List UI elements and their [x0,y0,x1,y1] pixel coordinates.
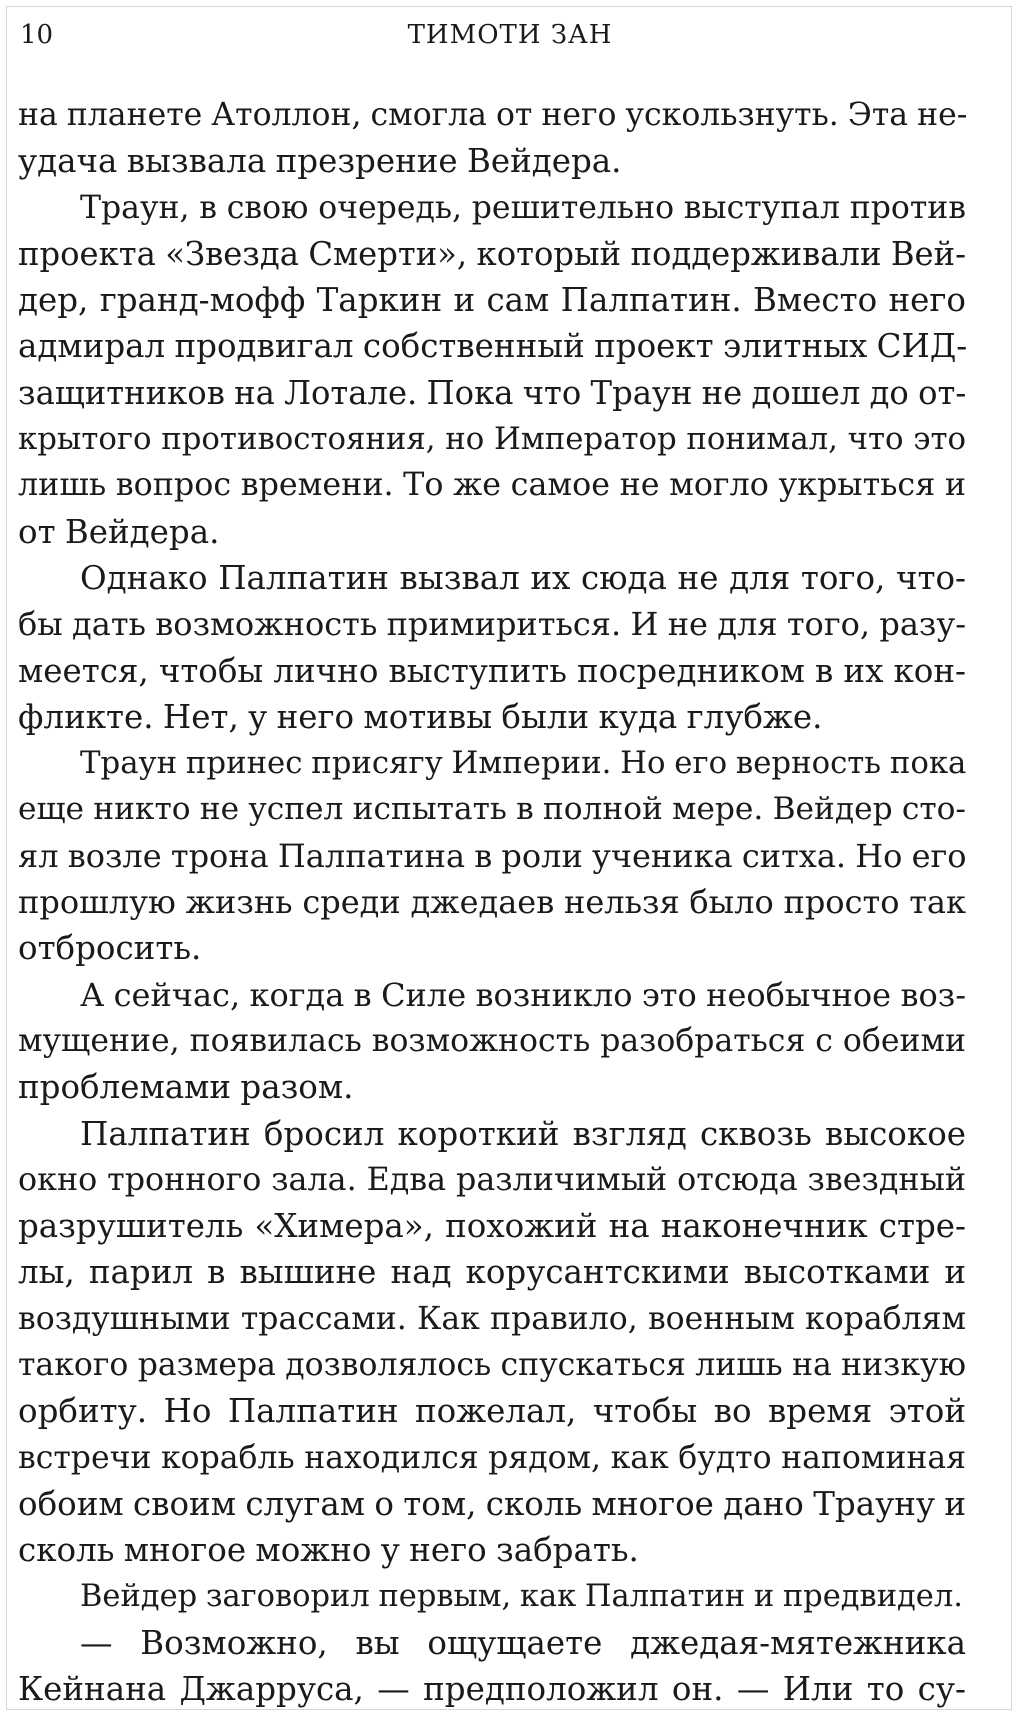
text-line: Вейдер заговорил первым, как Палпатин и предвидел. [80,1578,963,1614]
text-line: Траун принес присягу Империи. Но его верность пока [80,745,967,782]
text-line: разрушитель «Химера», похожий на наконечник стре- [18,1207,966,1246]
text-line: удача вызвала презрение Вейдера. [18,142,622,181]
text-line: сколь многое можно у него забрать. [18,1531,639,1570]
text-line: крытого противостояния, но Император понимал, что это [18,421,966,458]
text-line: Палпатин бросил короткий взгляд сквозь высокое [80,1114,966,1153]
text-line: дер, гранд-мофф Таркин и сам Палпатин. Вместо него [18,281,966,320]
text-line: еще никто не успел испытать в полной мере. Вейдер сто- [18,791,966,828]
text-line: на планете Атоллон, смогла от него ускользнуть. Эта не- [18,97,968,133]
text-line: Однако Палпатин вызвал их сюда не для того, что- [80,558,966,597]
text-line: Кейнана Джарруса, — предположил он. — Или то су- [18,1670,966,1709]
text-line: Траун, в свою очередь, решительно выступал против [80,189,966,226]
text-line: меется, чтобы лично выступить посредником в их кон- [18,651,966,690]
text-line: проекта «Звезда Смерти», который поддерживали Вей- [18,234,966,273]
text-line: орбиту. Но Палпатин пожелал, чтобы во время этой [18,1392,966,1431]
text-line: защитников на Лотале. Пока что Траун не дошел до от- [18,373,967,412]
text-line: мущение, появилась возможность разобраться с обеими [18,1022,966,1059]
text-line: прошлую жизнь среди джедаев нельзя было просто так [18,883,966,922]
text-line: встречи корабль находился рядом, как будто напоминая [18,1439,966,1476]
text-line: проблемами разом. [18,1068,354,1107]
text-line: от Вейдера. [18,512,220,551]
body-text [18,92,966,1712]
page-header [0,14,1020,54]
text-line: ял возле трона Палпатина в роли ученика ситха. Но его [18,836,967,875]
running-title: ТИМОТИ ЗАН [407,20,613,50]
text-line: фликте. Нет, у него мотивы были куда глубже. [18,697,823,736]
text-line: окно тронного зала. Едва различимый отсюда звездный [18,1161,966,1198]
text-line: лы, парил в вышине над корусантскими высотками и [18,1253,966,1292]
text-line: А сейчас, когда в Силе возникло это необычное воз- [80,975,966,1014]
text-line: лишь вопрос времени. То же самое не могло укрыться и [18,467,966,504]
text-line: воздушными трассами. Как правило, военным кораблям [18,1300,966,1337]
text-line: адмирал продвигал собственный проект элитных СИД- [18,327,968,366]
text-line: обоим своим слугам о том, сколь многое дано Трауну и [18,1484,966,1523]
page-number: 10 [20,20,54,50]
text-line: такого размера дозволялось спускаться лишь на низкую [18,1347,966,1384]
text-line: отбросить. [18,929,202,968]
text-line: — Возможно, вы ощущаете джедая-мятежника [80,1623,966,1662]
text-line: бы дать возможность примириться. И не для того, разу- [18,605,966,644]
